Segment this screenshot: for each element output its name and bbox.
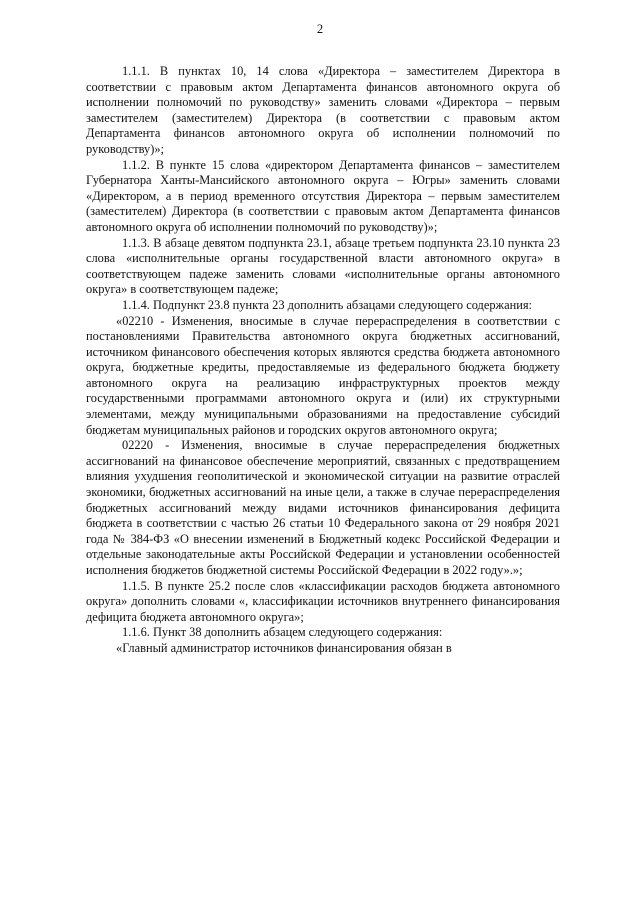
paragraph-1-1-4: 1.1.4. Подпункт 23.8 пункта 23 дополнить абзацами следующего содержания: xyxy=(122,297,532,312)
paragraph-1-1-2: 1.1.2. В пункте 15 слова «директором Департамента финансов – заместителем Губернатора Ханты-Мансийского автономного округа – Югры» заменить словами «Директором, а в период временного отсутствия Директора – первым заместителем (заместителем) Директора (в соответствии с правовым актом Департамента финансов автономного округа об исполнении полномочий по руководству)»; xyxy=(86,157,560,234)
paragraph-code-02220: 02220 - Изменения, вносимые в случае перераспределения бюджетных ассигнований на финансовое обеспечение мероприятий, связанных с предотвращением влияния ухудшения геополитической и экономической ситуации на развитие отраслей экономики, бюджетных ассигнований на иные цели, а также в случае перераспределения бюджетных ассигнований между видами источников финансирования дефицита бюджета в соответствии с частью 26 статьи 10 Федерального закона от 29 ноября 2021 года № 384-ФЗ «О внесении изменений в Бюджетный кодекс Российской Федерации и отдельные законодательные акты Российской Федерации и установлении особенностей исполнения бюджетов бюджетной системы Российской Федерации в 2022 году».»; xyxy=(86,438,560,577)
paragraph-1-1-6: 1.1.6. Пункт 38 дополнить абзацем следующего содержания: xyxy=(122,625,443,640)
page-number: 2 xyxy=(316,22,324,36)
paragraph-1-1-3: 1.1.3. В абзаце девятом подпункта 23.1, абзаце третьем подпункта 23.10 пункта 23 слова «исполнительные органы государственной власти автономного округа» в соответствующем падеже заменить словами «исполнительные органы автономного округа» в соответствующем падеже; xyxy=(86,235,560,297)
paragraph-quote-start: «Главный администратор источников финансирования обязан в xyxy=(116,640,452,655)
paragraph-code-02210: «02210 - Изменения, вносимые в случае перераспределения в соответствии с постановлениями Правительства автономного округа бюджетных ассигнований, источником финансового обеспечения которых являются средства бюджета автономного округа, бюджетные кредиты, предоставляемые из федерального бюджета бюджету автономного округа на реализацию инфраструктурных проектов между государственными программами автономного округа и (или) их структурными элементами, между муниципальными образованиями на предоставление субсидий бюджетам муниципальных районов и городских округов автономного округа; xyxy=(86,313,560,437)
paragraph-1-1-1: 1.1.1. В пунктах 10, 14 слова «Директора – заместителем Директора в соответствии с правовым актом Департамента финансов автономного округа об исполнении полномочий по руководству» заменить словами «Директора – первым заместителем (заместителем) Директора (в соответствии с правовым актом Департамента финансов автономного округа об исполнении полномочий по руководству)»; xyxy=(86,64,560,156)
document-body xyxy=(86,64,560,657)
paragraph-1-1-5: 1.1.5. В пункте 25.2 после слов «классификации расходов бюджета автономного округа» дополнить словами «, классификации источников внутреннего финансирования дефицита бюджета автономного округа»; xyxy=(86,578,560,624)
